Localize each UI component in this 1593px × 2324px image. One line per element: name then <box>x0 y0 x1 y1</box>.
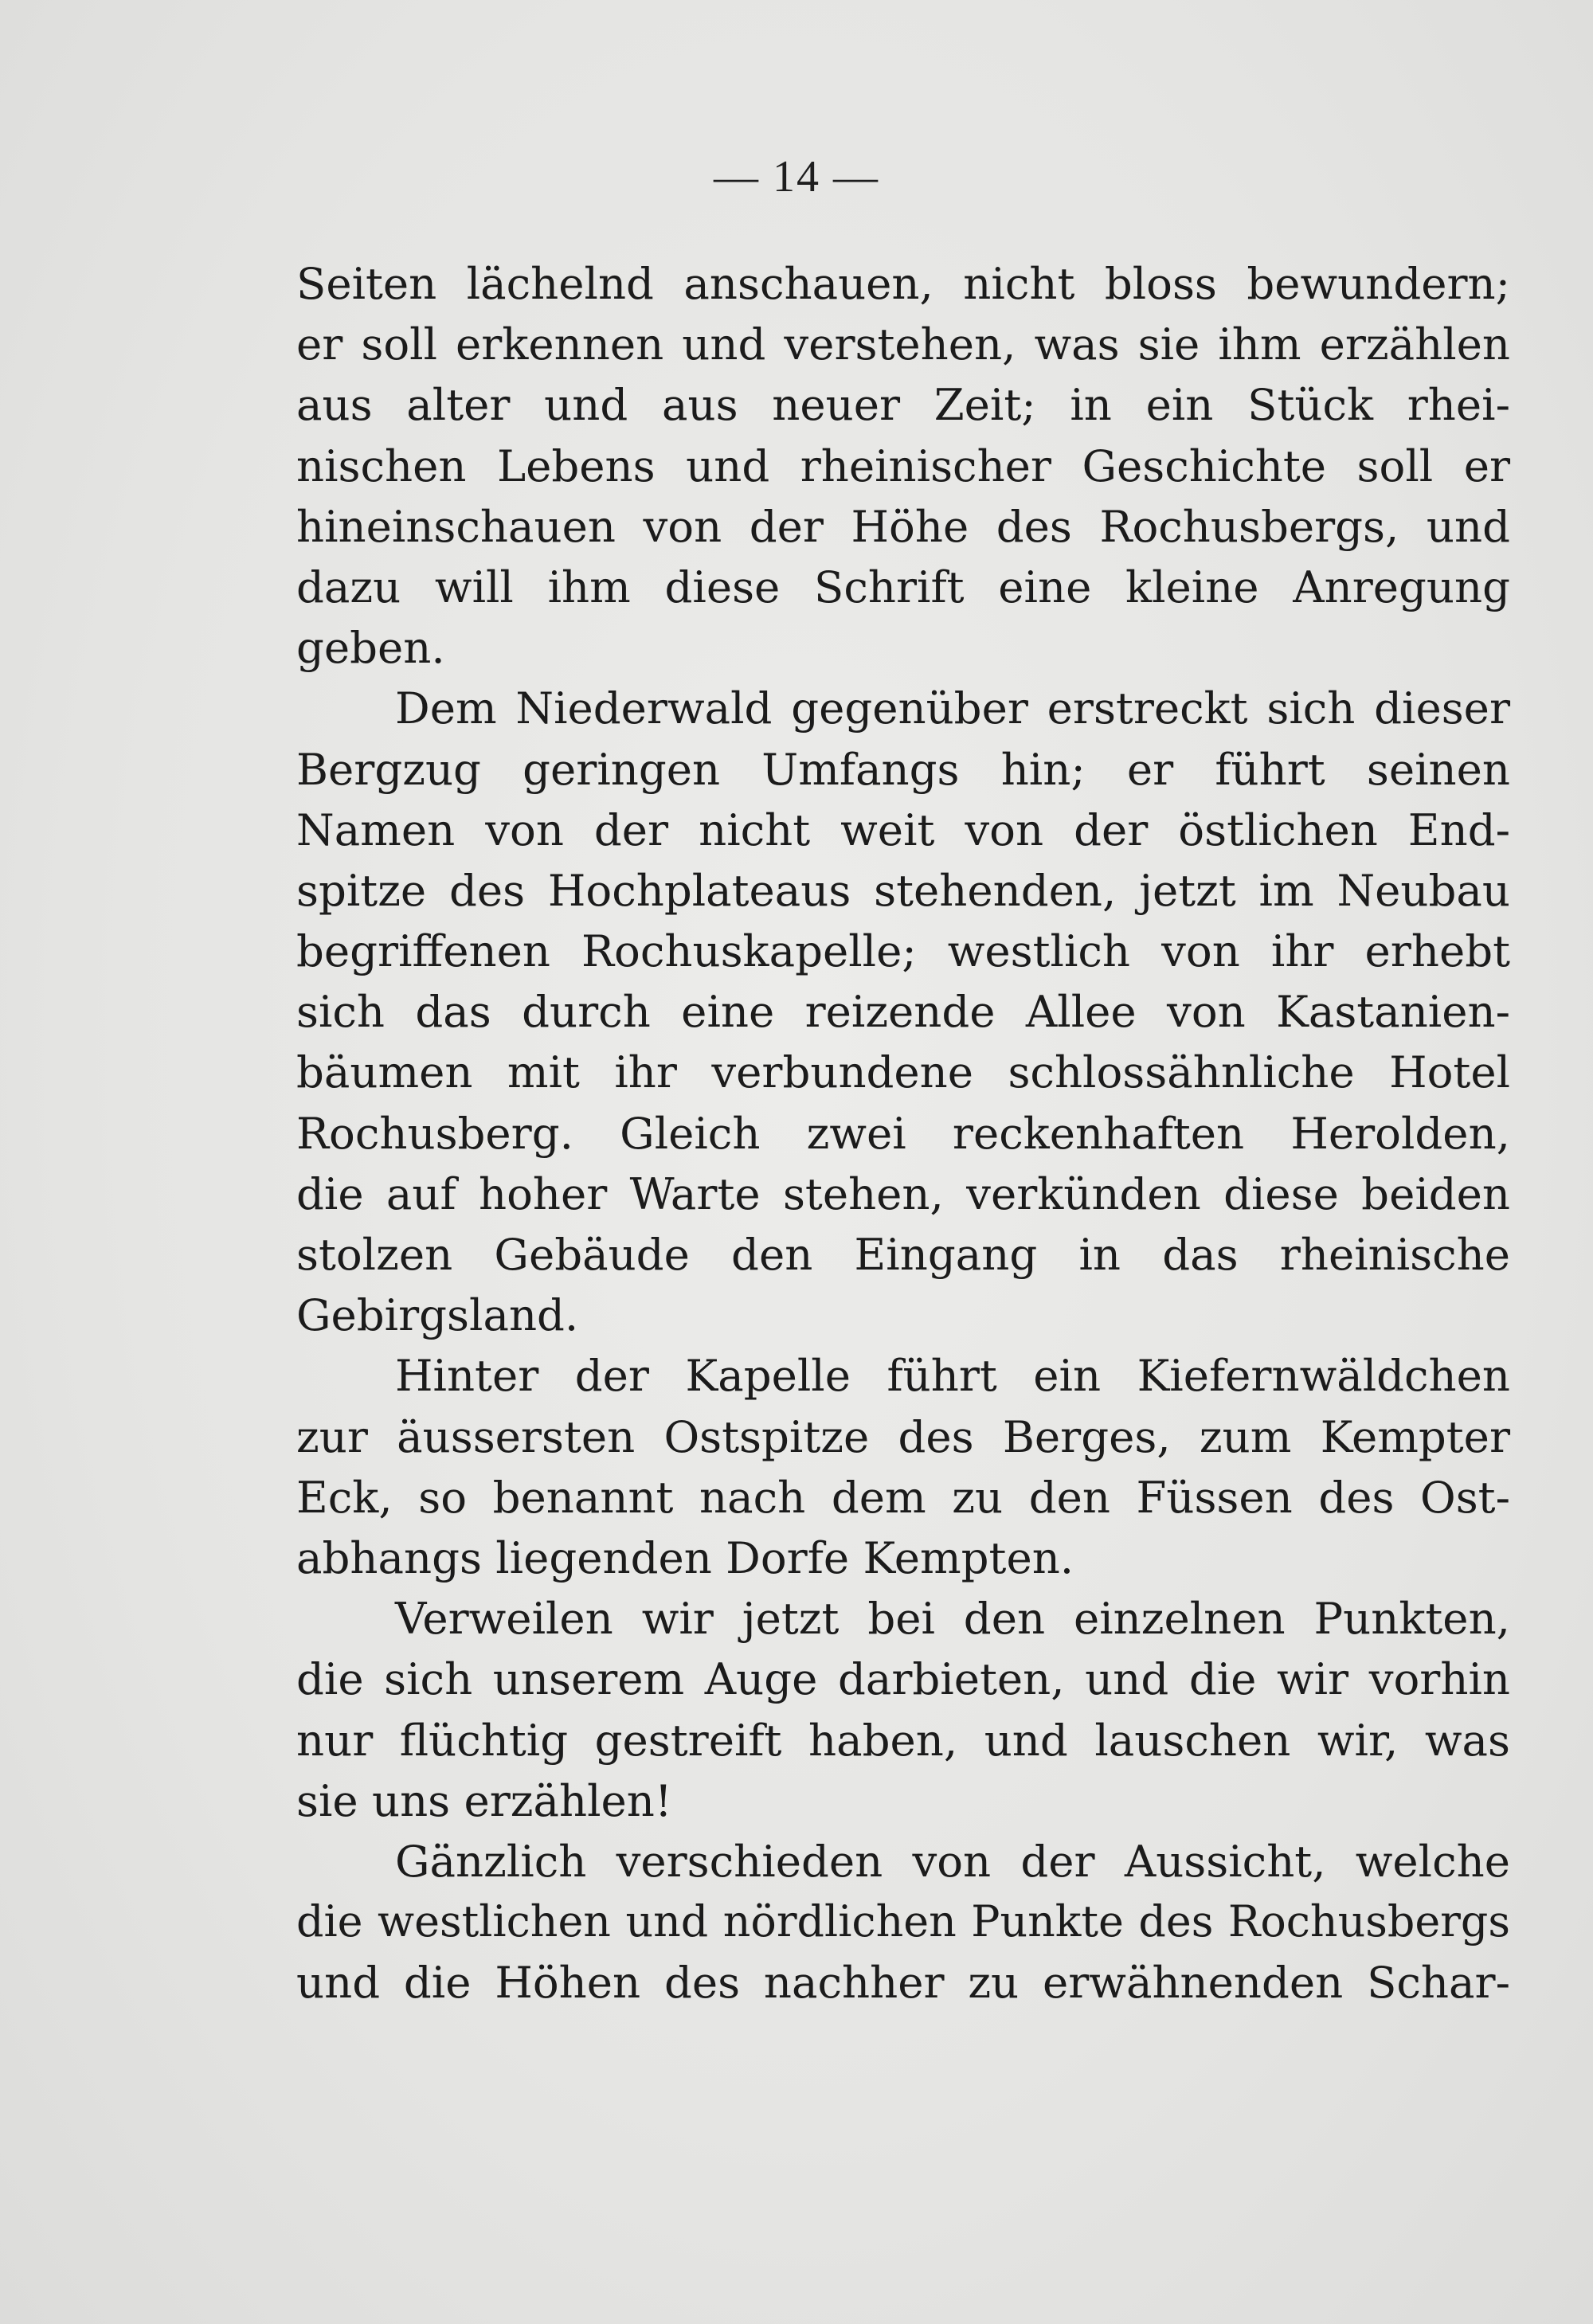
text-line: sie uns erzählen! <box>296 1774 672 1826</box>
text-line: und die Höhen des nachher zu erwähnenden Schar- <box>296 1957 1510 2009</box>
paragraph-4 <box>296 1588 1510 1831</box>
body-text <box>296 253 1510 2013</box>
text-line: hineinschauen von der Höhe des Rochusbergs, und <box>296 500 1510 552</box>
paragraph-1 <box>296 253 1510 678</box>
text-line: Eck, so benannt nach dem zu den Füssen des Ost- <box>296 1471 1510 1523</box>
text-line: dazu will ihm diese Schrift eine kleine Anregung <box>296 561 1510 612</box>
paragraph-3 <box>296 1345 1510 1588</box>
paragraph-2 <box>296 678 1510 1345</box>
text-line: Namen von der nicht weit von der östlichen End- <box>296 804 1510 855</box>
text-line: Seiten lächelnd anschauen, nicht bloss bewundern; <box>296 258 1510 309</box>
text-line: er soll erkennen und verstehen, was sie ihm erzählen <box>296 319 1510 370</box>
text-line: stolzen Gebäude den Eingang in das rheinische <box>296 1229 1510 1280</box>
text-line: Gänzlich verschieden von der Aussicht, welche <box>395 1835 1510 1887</box>
text-line: aus alter und aus neuer Zeit; in ein Stück rhei- <box>296 379 1510 431</box>
text-line: die auf hoher Warte stehen, verkünden diese beiden <box>296 1168 1510 1219</box>
text-line: sich das durch eine reizende Allee von Kastanien- <box>296 986 1510 1038</box>
text-line: abhangs liegenden Dorfe Kempten. <box>296 1532 1074 1583</box>
paragraph-5 <box>296 1831 1510 2013</box>
text-line: die westlichen und nördlichen Punkte des Rochusbergs <box>296 1896 1510 1947</box>
text-line: begriffenen Rochuskapelle; westlich von ihr erhebt <box>296 925 1510 977</box>
text-line: die sich unserem Auge darbieten, und die wir vorhin <box>296 1653 1510 1705</box>
text-line: Verweilen wir jetzt bei den einzelnen Punkten, <box>395 1593 1510 1645</box>
text-line: Hinter der Kapelle führt ein Kiefernwäldchen <box>395 1350 1510 1402</box>
text-line: zur äussersten Ostspitze des Berges, zum Kempter <box>296 1410 1510 1462</box>
text-line: nischen Lebens und rheinischer Geschichte soll er <box>296 440 1510 491</box>
text-line: Bergzug geringen Umfangs hin; er führt seinen <box>296 743 1510 795</box>
page-number: — 14 — <box>714 152 879 201</box>
text-line: spitze des Hochplateaus stehenden, jetzt im Neubau <box>296 864 1510 916</box>
text-line: geben. <box>296 622 445 674</box>
text-line: bäumen mit ihr verbundene schlossähnliche Hotel <box>296 1047 1510 1098</box>
text-line: Rochusberg. Gleich zwei reckenhaften Herolden, <box>296 1107 1510 1159</box>
text-line: Gebirgsland. <box>296 1289 579 1341</box>
text-line: nur flüchtig gestreift haben, und lauschen wir, was <box>296 1714 1510 1766</box>
text-line: Dem Niederwald gegenüber erstreckt sich dieser <box>395 683 1510 734</box>
